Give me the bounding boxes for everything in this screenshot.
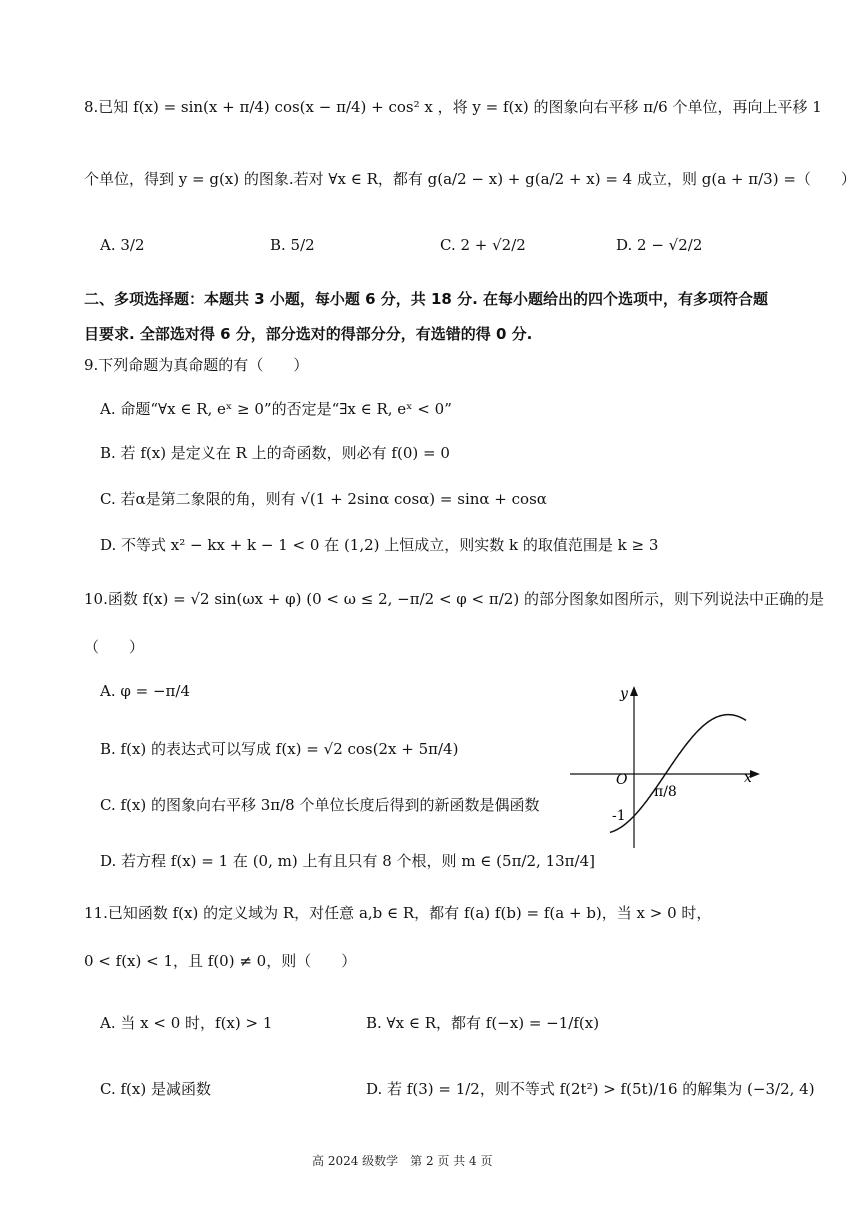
y-axis-arrow [630, 686, 638, 696]
q8-option-c: C. 2 + √2/2 [440, 236, 526, 254]
q11-option-c: C. f(x) 是减函数 [100, 1080, 211, 1098]
q10-option-c: C. f(x) 的图象向右平移 3π/8 个单位长度后得到的新函数是偶函数 [100, 796, 540, 814]
section2-heading-line2: 目要求. 全部选对得 6 分，部分选对的得部分分，有选错的得 0 分. [84, 325, 533, 343]
q10-option-b: B. f(x) 的表达式可以写成 f(x) = √2 cos(2x + 5π/4) [100, 740, 459, 758]
q8-option-a: A. 3/2 [100, 236, 145, 254]
x-axis-label: x [744, 770, 752, 786]
q9-option-d: D. 不等式 x² − kx + k − 1 < 0 在 (1,2) 上恒成立，则实数 k 的取值范围是 k ≥ 3 [100, 536, 659, 554]
q10-sine-graph [570, 680, 770, 850]
q8-option-b: B. 5/2 [270, 236, 315, 254]
q9-option-b: B. 若 f(x) 是定义在 R 上的奇函数，则必有 f(0) = 0 [100, 444, 450, 462]
q10-stem: 10.函数 f(x) = √2 sin(ωx + φ) (0 < ω ≤ 2, −π/2 < φ < π/2) 的部分图象如图所示，则下列说法中正确的是 [84, 590, 824, 608]
q11-line1: 11.已知函数 f(x) 的定义域为 R，对任意 a,b ∈ R，都有 f(a) f(b) = f(a + b)，当 x > 0 时， [84, 904, 712, 922]
x-tick-label: π/8 [654, 784, 677, 800]
q11-option-a: A. 当 x < 0 时，f(x) > 1 [100, 1014, 273, 1032]
q9-option-c: C. 若α是第二象限的角，则有 √(1 + 2sinα cosα) = sinα + cosα [100, 490, 547, 508]
q11-option-b: B. ∀x ∈ R，都有 f(−x) = −1/f(x) [366, 1014, 600, 1032]
page-footer: 高 2024 级数学 第 2 页 共 4 页 [312, 1154, 493, 1168]
q9-option-a: A. 命题“∀x ∈ R, eˣ ≥ 0”的否定是“∃x ∈ R, eˣ < 0” [100, 400, 452, 418]
section2-heading-line1: 二、多项选择题：本题共 3 小题，每小题 6 分，共 18 分. 在每小题给出的四个选项中，有多项符合题 [84, 290, 769, 308]
origin-label: O [616, 772, 628, 788]
q8-option-d: D. 2 − √2/2 [616, 236, 703, 254]
q10-paren: （ ） [84, 638, 145, 656]
y-axis-label: y [620, 686, 628, 702]
q8-line1: 8.已知 f(x) = sin(x + π/4) cos(x − π/4) + cos² x ，将 y = f(x) 的图象向右平移 π/6 个单位，再向上平移 1 [84, 98, 822, 116]
q10-option-d: D. 若方程 f(x) = 1 在 (0, m) 上有且只有 8 个根，则 m ∈ (5π/2, 13π/4] [100, 852, 595, 870]
q9-stem: 9.下列命题为真命题的有（ ） [84, 356, 309, 374]
q8-line2: 个单位，得到 y = g(x) 的图象.若对 ∀x ∈ R，都有 g(a/2 − x) + g(a/2 + x) = 4 成立，则 g(a + π/3) =（ ） [84, 170, 856, 188]
q11-option-d: D. 若 f(3) = 1/2，则不等式 f(2t²) > f(5t)/16 的解集为 (−3/2, 4) [366, 1080, 815, 1098]
q11-line2: 0 < f(x) < 1，且 f(0) ≠ 0，则（ ） [84, 952, 357, 970]
y-tick-label: -1 [612, 808, 626, 824]
q10-option-a: A. φ = −π/4 [100, 682, 190, 700]
